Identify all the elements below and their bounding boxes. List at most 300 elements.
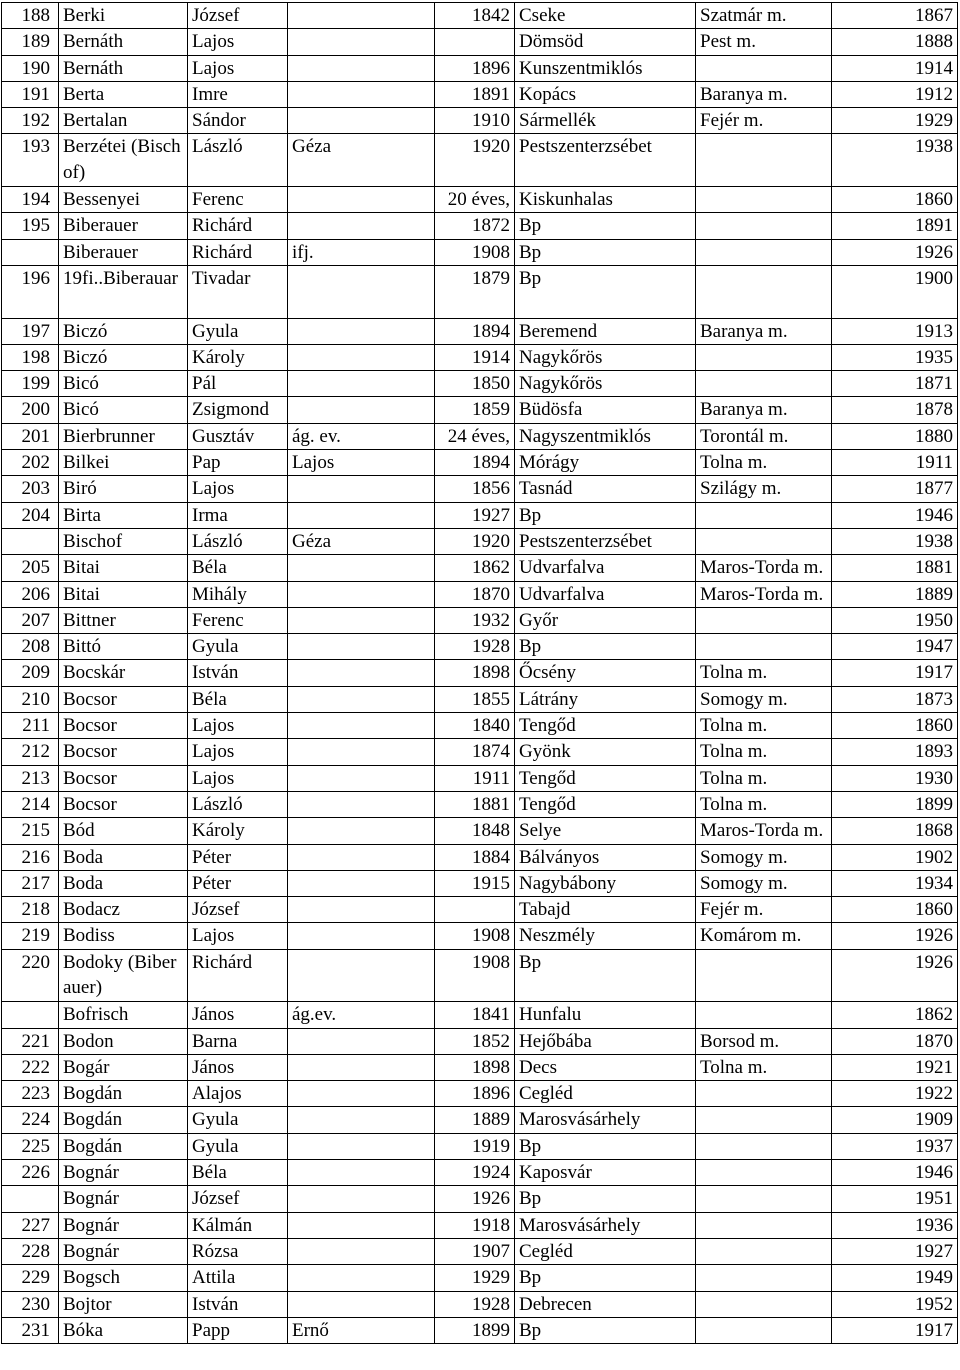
surname-cell: Bodoky (Biberauer) [59,949,188,1002]
county-cell: Tolna m. [696,791,832,817]
surname-cell: Bogdán [59,1133,188,1159]
extra-cell: Ernő [288,1317,435,1343]
county-cell [696,1291,832,1317]
table-row [2,81,958,107]
table-row [2,108,958,134]
given-name-cell: Ferenc [188,607,288,633]
place-cell: Selye [515,818,696,844]
county-cell [696,528,832,554]
year-cell: 1871 [832,371,958,397]
extra-cell [288,371,435,397]
extra-cell [288,739,435,765]
table-row [2,949,958,1002]
given-name-cell: János [188,1002,288,1028]
row-number: 198 [2,344,59,370]
row-number: 197 [2,318,59,344]
place-cell: Cegléd [515,1081,696,1107]
row-number: 195 [2,213,59,239]
place-cell: Kiskunhalas [515,187,696,213]
extra-cell [288,897,435,923]
extra-cell [288,870,435,896]
surname-cell: Boda [59,870,188,896]
county-cell: Komárom m. [696,923,832,949]
records-table [1,2,958,1344]
given-name-cell: Irma [188,502,288,528]
row-number: 222 [2,1054,59,1080]
table-row [2,1186,958,1212]
given-name-cell: Tivadar [188,265,288,318]
table-row [2,923,958,949]
county-cell: Tolna m. [696,450,832,476]
surname-cell: Bertalan [59,108,188,134]
table-row [2,1160,958,1186]
birth-cell: 1908 [435,239,515,265]
birth-cell: 1898 [435,1054,515,1080]
county-cell [696,239,832,265]
year-cell: 1929 [832,108,958,134]
county-cell [696,1238,832,1264]
place-cell: Cegléd [515,1238,696,1264]
table-row [2,1133,958,1159]
year-cell: 1917 [832,660,958,686]
table-row [2,344,958,370]
table-row [2,686,958,712]
place-cell: Tengőd [515,765,696,791]
birth-cell [435,29,515,55]
table-row [2,187,958,213]
surname-cell: Bofrisch [59,1002,188,1028]
table-row [2,1107,958,1133]
birth-cell: 1896 [435,1081,515,1107]
table-row [2,134,958,187]
birth-cell: 1896 [435,55,515,81]
table-row [2,1002,958,1028]
county-cell: Baranya m. [696,397,832,423]
year-cell: 1880 [832,423,958,449]
year-cell: 1860 [832,897,958,923]
row-number: 218 [2,897,59,923]
row-number: 207 [2,607,59,633]
given-name-cell: Zsigmond [188,397,288,423]
row-number [2,528,59,554]
row-number: 189 [2,29,59,55]
county-cell [696,949,832,1002]
birth-cell: 1915 [435,870,515,896]
place-cell: Bp [515,502,696,528]
place-cell: Beremend [515,318,696,344]
place-cell: Udvarfalva [515,555,696,581]
row-number: 214 [2,791,59,817]
row-number: 196 [2,265,59,318]
place-cell: Kunszentmiklós [515,55,696,81]
table-row [2,1054,958,1080]
birth-cell: 1874 [435,739,515,765]
surname-cell: Bocsor [59,686,188,712]
year-cell: 1926 [832,923,958,949]
birth-cell: 1862 [435,555,515,581]
birth-cell: 1910 [435,108,515,134]
surname-cell: Bernáth [59,29,188,55]
surname-cell: Biczó [59,318,188,344]
surname-cell: Bitai [59,581,188,607]
place-cell: Tasnád [515,476,696,502]
row-number: 200 [2,397,59,423]
birth-cell: 1840 [435,713,515,739]
year-cell: 1934 [832,870,958,896]
extra-cell [288,476,435,502]
place-cell: Látrány [515,686,696,712]
surname-cell: Berki [59,3,188,29]
extra-cell [288,265,435,318]
surname-cell: Birta [59,502,188,528]
year-cell: 1873 [832,686,958,712]
given-name-cell: Mihály [188,581,288,607]
place-cell: Nagybábony [515,870,696,896]
surname-cell: Bognár [59,1160,188,1186]
extra-cell: ifj. [288,239,435,265]
table-row [2,1238,958,1264]
birth-cell: 1926 [435,1186,515,1212]
birth-cell: 1872 [435,213,515,239]
given-name-cell: László [188,791,288,817]
surname-cell: Bierbrunner [59,423,188,449]
birth-cell: 1928 [435,634,515,660]
extra-cell [288,1107,435,1133]
surname-cell: Bogár [59,1054,188,1080]
row-number: 188 [2,3,59,29]
birth-cell: 1919 [435,1133,515,1159]
extra-cell: Géza [288,528,435,554]
table-row [2,607,958,633]
place-cell: Pestszenterzsébet [515,528,696,554]
year-cell: 1926 [832,949,958,1002]
table-row [2,1317,958,1343]
given-name-cell: Kálmán [188,1212,288,1238]
place-cell: Bp [515,949,696,1002]
table-row [2,318,958,344]
row-number: 221 [2,1028,59,1054]
county-cell: Fejér m. [696,897,832,923]
row-number: 191 [2,81,59,107]
extra-cell [288,713,435,739]
row-number: 227 [2,1212,59,1238]
given-name-cell: Béla [188,1160,288,1186]
table-row [2,1028,958,1054]
surname-cell: Bodon [59,1028,188,1054]
year-cell: 1930 [832,765,958,791]
year-cell: 1888 [832,29,958,55]
given-name-cell: István [188,660,288,686]
place-cell: Bp [515,239,696,265]
birth-cell [435,897,515,923]
year-cell: 1870 [832,1028,958,1054]
surname-cell: Bognár [59,1186,188,1212]
row-number: 190 [2,55,59,81]
year-cell: 1946 [832,1160,958,1186]
table-row [2,476,958,502]
birth-cell: 1848 [435,818,515,844]
row-number: 216 [2,844,59,870]
birth-cell: 1928 [435,1291,515,1317]
birth-cell: 20 éves, [435,187,515,213]
extra-cell [288,397,435,423]
birth-cell: 1898 [435,660,515,686]
county-cell: Tolna m. [696,713,832,739]
extra-cell [288,765,435,791]
birth-cell: 1907 [435,1238,515,1264]
extra-cell [288,634,435,660]
extra-cell [288,555,435,581]
extra-cell [288,1238,435,1264]
given-name-cell: Papp [188,1317,288,1343]
surname-cell: Berzétei (Bischof) [59,134,188,187]
county-cell: Pest m. [696,29,832,55]
table-row [2,502,958,528]
place-cell: Tabajd [515,897,696,923]
given-name-cell: László [188,134,288,187]
row-number: 203 [2,476,59,502]
surname-cell: Bojtor [59,1291,188,1317]
row-number: 213 [2,765,59,791]
row-number: 206 [2,581,59,607]
surname-cell: Bogdán [59,1107,188,1133]
year-cell: 1926 [832,239,958,265]
place-cell: Nagykőrös [515,344,696,370]
year-cell: 1909 [832,1107,958,1133]
year-cell: 1937 [832,1133,958,1159]
surname-cell: Bicó [59,371,188,397]
surname-cell: Bóka [59,1317,188,1343]
given-name-cell: Béla [188,555,288,581]
given-name-cell: Lajos [188,713,288,739]
table-row [2,450,958,476]
county-cell [696,634,832,660]
extra-cell [288,1265,435,1291]
given-name-cell: Richárd [188,213,288,239]
table-row [2,844,958,870]
given-name-cell: József [188,3,288,29]
extra-cell [288,1133,435,1159]
given-name-cell: István [188,1291,288,1317]
county-cell: Szatmár m. [696,3,832,29]
extra-cell [288,844,435,870]
table-row [2,634,958,660]
place-cell: Nagyszentmiklós [515,423,696,449]
birth-cell: 1914 [435,344,515,370]
extra-cell [288,187,435,213]
place-cell: Cseke [515,3,696,29]
given-name-cell: Béla [188,686,288,712]
birth-cell: 1894 [435,450,515,476]
table-row [2,765,958,791]
place-cell: Mórágy [515,450,696,476]
place-cell: Bp [515,213,696,239]
county-cell [696,134,832,187]
birth-cell: 1855 [435,686,515,712]
year-cell: 1947 [832,634,958,660]
surname-cell: Biberauer [59,213,188,239]
surname-cell: Bicó [59,397,188,423]
given-name-cell: Gusztáv [188,423,288,449]
county-cell [696,1081,832,1107]
row-number: 208 [2,634,59,660]
table-row [2,897,958,923]
row-number: 211 [2,713,59,739]
birth-cell: 1891 [435,81,515,107]
extra-cell [288,923,435,949]
surname-cell: Bocsor [59,791,188,817]
birth-cell: 1852 [435,1028,515,1054]
surname-cell: Bilkei [59,450,188,476]
county-cell: Torontál m. [696,423,832,449]
birth-cell: 1918 [435,1212,515,1238]
place-cell: Gyönk [515,739,696,765]
county-cell: Maros-Torda m. [696,555,832,581]
year-cell: 1911 [832,450,958,476]
place-cell: Neszmély [515,923,696,949]
county-cell: Tolna m. [696,739,832,765]
table-row [2,3,958,29]
surname-cell: Boda [59,844,188,870]
extra-cell: Lajos [288,450,435,476]
row-number: 210 [2,686,59,712]
row-number: 230 [2,1291,59,1317]
row-number: 223 [2,1081,59,1107]
table-row [2,1081,958,1107]
extra-cell [288,791,435,817]
row-number: 217 [2,870,59,896]
table-row [2,870,958,896]
place-cell: Bp [515,1133,696,1159]
extra-cell [288,344,435,370]
surname-cell: Bessenyei [59,187,188,213]
year-cell: 1917 [832,1317,958,1343]
surname-cell: Bogdán [59,1081,188,1107]
table-row [2,713,958,739]
given-name-cell: Attila [188,1265,288,1291]
given-name-cell: József [188,1186,288,1212]
year-cell: 1868 [832,818,958,844]
county-cell [696,187,832,213]
given-name-cell: Ferenc [188,187,288,213]
surname-cell: Bocsor [59,765,188,791]
year-cell: 1877 [832,476,958,502]
county-cell: Tolna m. [696,1054,832,1080]
county-cell: Borsod m. [696,1028,832,1054]
county-cell: Tolna m. [696,660,832,686]
given-name-cell: Péter [188,870,288,896]
row-number: 226 [2,1160,59,1186]
row-number [2,1002,59,1028]
surname-cell: Bodacz [59,897,188,923]
extra-cell [288,1054,435,1080]
county-cell [696,1212,832,1238]
year-cell: 1889 [832,581,958,607]
row-number: 215 [2,818,59,844]
county-cell [696,371,832,397]
row-number: 219 [2,923,59,949]
year-cell: 1949 [832,1265,958,1291]
table-row [2,528,958,554]
extra-cell [288,607,435,633]
surname-cell: Bernáth [59,55,188,81]
extra-cell [288,3,435,29]
year-cell: 1867 [832,3,958,29]
county-cell: Maros-Torda m. [696,581,832,607]
birth-cell: 1932 [435,607,515,633]
surname-cell: Bittó [59,634,188,660]
given-name-cell: Richárd [188,949,288,1002]
birth-cell: 1920 [435,528,515,554]
year-cell: 1946 [832,502,958,528]
surname-cell: Bittner [59,607,188,633]
year-cell: 1950 [832,607,958,633]
row-number: 229 [2,1265,59,1291]
given-name-cell: Pál [188,371,288,397]
place-cell: Bp [515,1265,696,1291]
table-row [2,265,958,318]
county-cell [696,502,832,528]
given-name-cell: Lajos [188,923,288,949]
surname-cell: Biczó [59,344,188,370]
county-cell [696,607,832,633]
birth-cell: 1927 [435,502,515,528]
surname-cell: Biró [59,476,188,502]
records-table-body [2,3,958,1344]
given-name-cell: Károly [188,818,288,844]
extra-cell: Géza [288,134,435,187]
table-row [2,29,958,55]
given-name-cell: János [188,1054,288,1080]
year-cell: 1881 [832,555,958,581]
extra-cell [288,502,435,528]
extra-cell [288,108,435,134]
surname-cell: Bocsor [59,739,188,765]
table-row [2,818,958,844]
county-cell [696,1317,832,1343]
year-cell: 1893 [832,739,958,765]
place-cell: Tengőd [515,791,696,817]
place-cell: Marosvásárhely [515,1107,696,1133]
county-cell [696,1265,832,1291]
given-name-cell: József [188,897,288,923]
year-cell: 1952 [832,1291,958,1317]
table-row [2,1265,958,1291]
county-cell: Somogy m. [696,870,832,896]
place-cell: Őcsény [515,660,696,686]
county-cell: Tolna m. [696,765,832,791]
year-cell: 1914 [832,55,958,81]
year-cell: 1913 [832,318,958,344]
surname-cell: Bognár [59,1238,188,1264]
birth-cell: 1881 [435,791,515,817]
place-cell: Nagykőrös [515,371,696,397]
county-cell [696,1160,832,1186]
place-cell: Büdösfa [515,397,696,423]
surname-cell: Berta [59,81,188,107]
given-name-cell: Gyula [188,318,288,344]
row-number: 224 [2,1107,59,1133]
row-number: 194 [2,187,59,213]
surname-cell: Biberauer [59,239,188,265]
extra-cell [288,55,435,81]
surname-cell: Bocsor [59,713,188,739]
table-row [2,739,958,765]
place-cell: Pestszenterzsébet [515,134,696,187]
place-cell: Bálványos [515,844,696,870]
table-row [2,1291,958,1317]
place-cell: Kaposvár [515,1160,696,1186]
